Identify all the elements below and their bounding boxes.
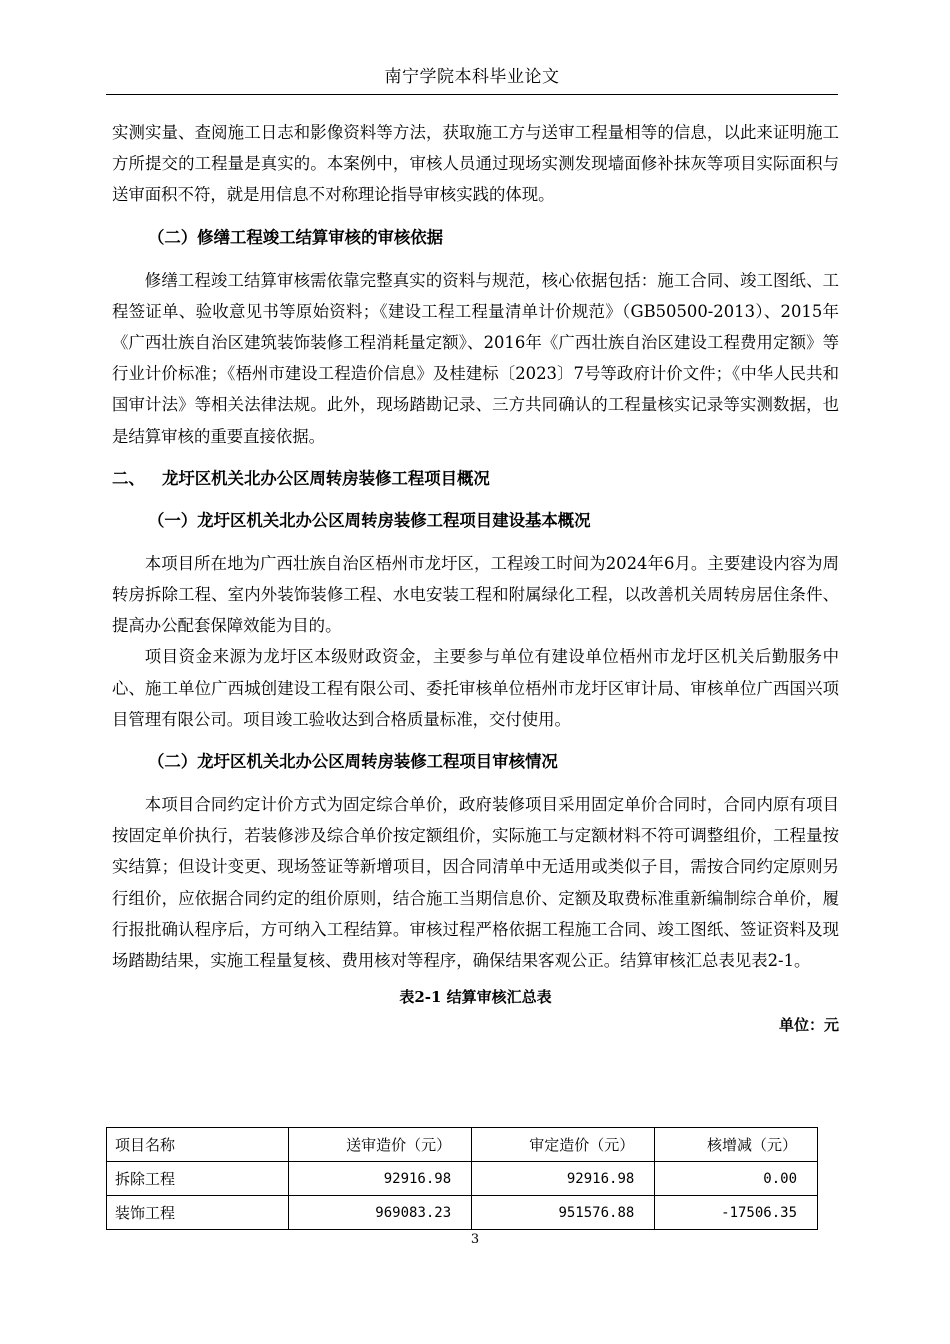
subheading-audit-basis: （二）修缮工程竣工结算审核的审核依据 bbox=[148, 227, 444, 247]
table-cell: 0.00 bbox=[655, 1162, 818, 1196]
paragraph-audit-status: 本项目合同约定计价方式为固定综合单价，政府装修项目采用固定单价合同时，合同内原有项目按固定单价执行，若装修涉及综合单价按定额组价，实际施工与定额材料不符可调整组价，工程量按实结算；但设计变更、现场签证等新增项目，因合同清单中无适用或类似子目，需按合同约定原则另行组价，应依据合同约定的组价原则，结合施工当期信息价、定额及取费标准重新编制综合单价，履行报批确认程序后，方可纳入工程结算。审核过程严格依据工程施工合同、竣工图纸、签证资料及现场踏勘结果，实施工程量复核、费用核对等程序，确保结果客观公正。结算审核汇总表见表2-1。 bbox=[112, 795, 839, 971]
paragraph-project-location: 本项目所在地为广西壮族自治区梧州市龙圩区，工程竣工时间为2024年6月。主要建设内容为周转房拆除工程、室内外装饰装修工程、水电安装工程和附属绿化工程，以改善机关周转房居住条件、提高办公配套保障效能为目的。 bbox=[112, 553, 839, 636]
page-number: 3 bbox=[470, 1232, 480, 1247]
section-number: 二、 bbox=[112, 468, 145, 488]
table-caption: 表2-1 结算审核汇总表 bbox=[399, 988, 552, 1007]
table-cell: 拆除工程 bbox=[107, 1162, 289, 1196]
section-heading-project-overview bbox=[112, 463, 839, 494]
column-header: 审定造价（元） bbox=[472, 1128, 655, 1162]
table-header-row bbox=[107, 1128, 818, 1162]
table-cell: 装饰工程 bbox=[107, 1196, 289, 1230]
table-cell: 92916.98 bbox=[289, 1162, 472, 1196]
running-header: 南宁学院本科毕业论文 bbox=[384, 67, 560, 87]
table-unit: 单位：元 bbox=[778, 1016, 839, 1035]
subheading-audit-status: （二）龙圩区机关北办公区周转房装修工程项目审核情况 bbox=[148, 752, 558, 772]
table-cell: -17506.35 bbox=[655, 1196, 818, 1230]
settlement-summary-table bbox=[106, 1127, 818, 1230]
paragraph-audit-basis: 修缮工程竣工结算审核需依靠完整真实的资料与规范，核心依据包括：施工合同、竣工图纸、工程签证单、验收意见书等原始资料；《建设工程工程量清单计价规范》（GB50500-2013）、2015年《广西壮族自治区建筑装饰装修工程消耗量定额》、2016年《广西壮族自治区建设工程费用定额》等行业计价标准；《梧州市建设工程造价信息》及桂建标〔2023〕7号等政府计价文件；《中华人民共和国审计法》等相关法律法规。此外，现场踏勘记录、三方共同确认的工程量核实记录等实测数据，也是结算审核的重要直接依据。 bbox=[112, 270, 839, 446]
column-header: 送审造价（元） bbox=[289, 1128, 472, 1162]
thesis-body bbox=[112, 117, 839, 1037]
section-title: 龙圩区机关北办公区周转房装修工程项目概况 bbox=[162, 468, 490, 488]
table-cell: 92916.98 bbox=[472, 1162, 655, 1196]
header-rule bbox=[106, 94, 838, 95]
table-cell: 969083.23 bbox=[289, 1196, 472, 1230]
column-header: 核增减（元） bbox=[655, 1128, 818, 1162]
column-header: 项目名称 bbox=[107, 1128, 289, 1162]
table-row bbox=[107, 1196, 818, 1230]
table-cell: 951576.88 bbox=[472, 1196, 655, 1230]
table-row bbox=[107, 1162, 818, 1196]
paragraph-info-asymmetry: 实测实量、查阅施工日志和影像资料等方法，获取施工方与送审工程量相等的信息，以此来证明施工方所提交的工程量是真实的。本案例中，审核人员通过现场实测发现墙面修补抹灰等项目实际面积与送审面积不符，就是用信息不对称理论指导审核实践的体现。 bbox=[112, 123, 839, 205]
subheading-basic-overview: （一）龙圩区机关北办公区周转房装修工程项目建设基本概况 bbox=[148, 510, 591, 530]
paragraph-project-funding: 项目资金来源为龙圩区本级财政资金，主要参与单位有建设单位梧州市龙圩区机关后勤服务中心、施工单位广西城创建设工程有限公司、委托审核单位梧州市龙圩区审计局、审核单位广西国兴项目管理有限公司。项目竣工验收达到合格质量标准，交付使用。 bbox=[112, 647, 839, 729]
